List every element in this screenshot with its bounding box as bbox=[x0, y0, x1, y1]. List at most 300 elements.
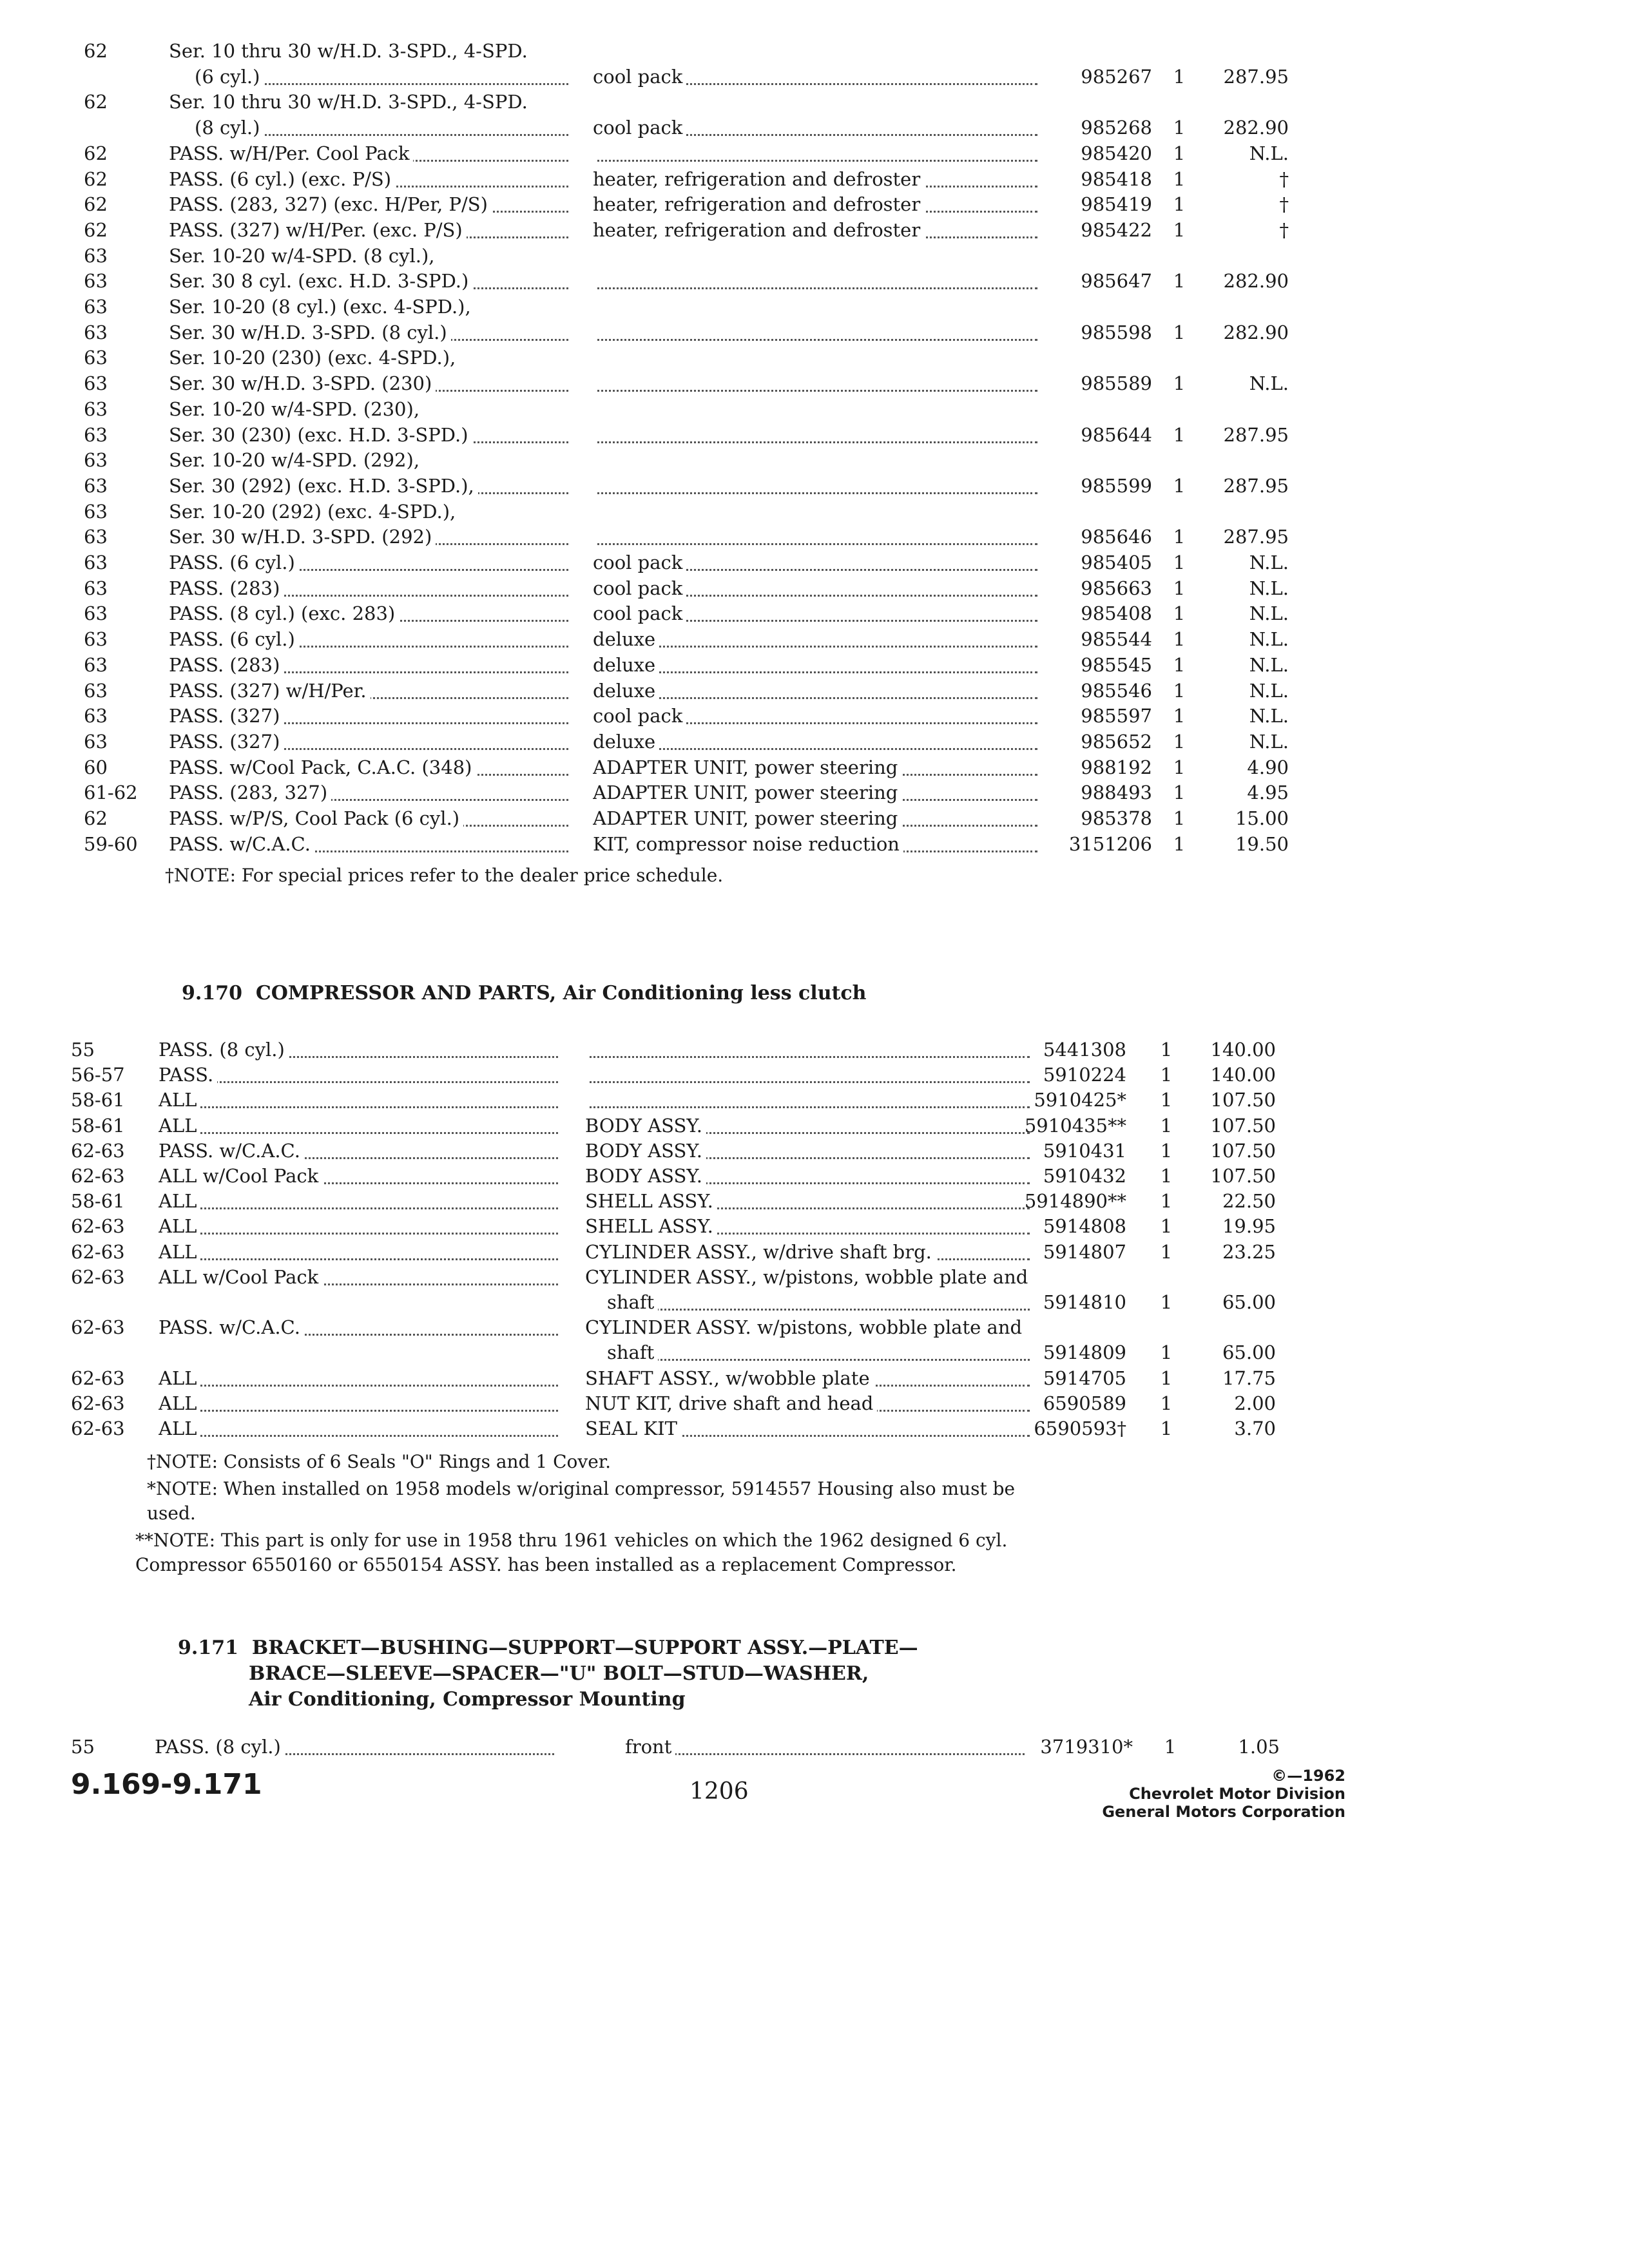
price: 282.90 bbox=[1223, 321, 1289, 343]
model-year: 62-63 bbox=[71, 1418, 125, 1439]
table-row bbox=[0, 1340, 1629, 1366]
part-description bbox=[593, 90, 1037, 114]
part-number: 985652 bbox=[1081, 730, 1152, 753]
part-number: 985589 bbox=[1081, 372, 1152, 395]
part-description: CYLINDER ASSY., w/pistons, wobble plate and bbox=[585, 1265, 1030, 1289]
part-description: deluxe bbox=[593, 678, 1037, 703]
model-application: PASS. (327) bbox=[169, 704, 568, 728]
model-application: Ser. 10-20 w/4-SPD. (8 cyl.), bbox=[169, 244, 568, 268]
model-year: 62 bbox=[84, 40, 108, 62]
part-number: 5910432 bbox=[1043, 1165, 1126, 1187]
quantity: 1 bbox=[1173, 321, 1186, 343]
model-application: (8 cyl.) bbox=[195, 115, 568, 140]
model-application: Ser. 10-20 (292) (exc. 4-SPD.), bbox=[169, 499, 568, 524]
model-application: Ser. 30 (230) (exc. H.D. 3-SPD.) bbox=[169, 423, 568, 447]
quantity: 1 bbox=[1173, 730, 1186, 753]
model-application: Ser. 10-20 (8 cyl.) (exc. 4-SPD.), bbox=[169, 294, 568, 319]
table-row bbox=[0, 141, 1629, 167]
model-application: PASS. (327) w/H/Per. (exc. P/S) bbox=[169, 218, 568, 242]
model-year: 62 bbox=[84, 142, 108, 164]
price: 287.95 bbox=[1223, 526, 1289, 548]
table-row bbox=[0, 320, 1629, 346]
table-row bbox=[0, 269, 1629, 294]
table-row bbox=[0, 192, 1629, 218]
model-year: 58-61 bbox=[71, 1089, 125, 1111]
part-description bbox=[593, 448, 1037, 472]
price: N.L. bbox=[1249, 705, 1289, 727]
table-row bbox=[0, 397, 1629, 423]
price: 19.95 bbox=[1222, 1215, 1276, 1238]
table-row bbox=[0, 474, 1629, 499]
table-row bbox=[0, 704, 1629, 729]
section-9171-title-line1: BRACKET—BUSHING—SUPPORT—SUPPORT ASSY.—PLATE— bbox=[251, 1637, 918, 1659]
model-year: 61-62 bbox=[84, 782, 138, 804]
model-application: ALL bbox=[159, 1240, 558, 1264]
table-row bbox=[0, 244, 1629, 269]
part-number: 5910431 bbox=[1043, 1139, 1126, 1162]
copyright: ©—1962 bbox=[1271, 1767, 1345, 1785]
quantity: 1 bbox=[1160, 1039, 1173, 1061]
quantity: 1 bbox=[1160, 1165, 1173, 1187]
model-year: 63 bbox=[84, 577, 108, 599]
quantity: 1 bbox=[1173, 193, 1186, 216]
section-9170-title: COMPRESSOR AND PARTS, Air Conditioning less clutch bbox=[255, 982, 867, 1004]
model-application: PASS. w/C.A.C. bbox=[159, 1315, 558, 1340]
part-description bbox=[593, 269, 1037, 293]
model-year: 55 bbox=[71, 1736, 95, 1758]
part-number: 985599 bbox=[1081, 474, 1152, 497]
model-year: 60 bbox=[84, 756, 108, 778]
quantity: 1 bbox=[1173, 602, 1186, 625]
price: 22.50 bbox=[1222, 1190, 1276, 1213]
price: N.L. bbox=[1249, 679, 1289, 702]
part-number: 985646 bbox=[1081, 526, 1152, 548]
section-9170-number: 9.170 bbox=[182, 982, 242, 1004]
part-description bbox=[593, 244, 1037, 268]
price: N.L. bbox=[1249, 552, 1289, 573]
part-number: 5914705 bbox=[1043, 1367, 1126, 1389]
table-row bbox=[0, 832, 1629, 858]
part-number: 6590589 bbox=[1043, 1392, 1126, 1414]
model-application: Ser. 10 thru 30 w/H.D. 3-SPD., 4-SPD. bbox=[169, 90, 568, 114]
quantity: 1 bbox=[1173, 577, 1186, 599]
quantity: 1 bbox=[1160, 1392, 1173, 1414]
table-row bbox=[0, 653, 1629, 678]
quantity: 1 bbox=[1173, 679, 1186, 702]
part-number: 985418 bbox=[1081, 168, 1152, 190]
price: 65.00 bbox=[1222, 1291, 1276, 1313]
part-description bbox=[585, 1088, 1030, 1112]
division-name: Chevrolet Motor Division bbox=[1129, 1785, 1345, 1803]
model-year: 63 bbox=[84, 347, 108, 369]
part-description: NUT KIT, drive shaft and head bbox=[585, 1391, 1030, 1416]
part-number: 985405 bbox=[1081, 552, 1152, 573]
model-year: 56-57 bbox=[71, 1064, 125, 1086]
price: 65.00 bbox=[1222, 1341, 1276, 1364]
table-row bbox=[0, 371, 1629, 397]
price: 3.70 bbox=[1234, 1418, 1276, 1439]
model-application: (6 cyl.) bbox=[195, 64, 568, 89]
model-application: PASS. (6 cyl.) (exc. P/S) bbox=[169, 167, 568, 191]
price: 4.90 bbox=[1247, 756, 1289, 778]
model-year: 63 bbox=[84, 679, 108, 702]
part-number: 985545 bbox=[1081, 653, 1152, 676]
table-row bbox=[0, 90, 1629, 115]
part-description bbox=[585, 1062, 1030, 1087]
quantity: 1 bbox=[1173, 270, 1186, 293]
model-year: 62 bbox=[84, 91, 108, 113]
note-double-star: **NOTE: This part is only for use in 1958 thru 1961 vehicles on which the 1962 designed 6 cyl. Compressor 6550160 or 6550154 ASSY. has been installed as a replacement Compressor. bbox=[135, 1530, 1008, 1575]
model-year: 62 bbox=[84, 807, 108, 829]
part-number: 985268 bbox=[1081, 117, 1152, 139]
model-application: ALL bbox=[159, 1366, 558, 1390]
part-description: heater, refrigeration and defroster bbox=[593, 167, 1037, 191]
part-description: shaft bbox=[607, 1290, 1030, 1314]
model-application: PASS. bbox=[159, 1062, 558, 1087]
model-year: 63 bbox=[84, 730, 108, 753]
model-year: 55 bbox=[71, 1039, 95, 1061]
price: 282.90 bbox=[1223, 117, 1289, 139]
quantity: 1 bbox=[1164, 1736, 1177, 1758]
part-description: CYLINDER ASSY., w/drive shaft brg. bbox=[585, 1240, 1030, 1264]
table-row bbox=[0, 1037, 1629, 1063]
quantity: 1 bbox=[1173, 142, 1186, 164]
model-application: Ser. 10-20 w/4-SPD. (292), bbox=[169, 448, 568, 472]
quantity: 1 bbox=[1173, 526, 1186, 548]
model-application: Ser. 30 8 cyl. (exc. H.D. 3-SPD.) bbox=[169, 269, 568, 293]
part-description: deluxe bbox=[593, 627, 1037, 651]
price: 140.00 bbox=[1210, 1039, 1276, 1061]
table-row bbox=[0, 1164, 1629, 1189]
price: † bbox=[1279, 193, 1289, 216]
part-description bbox=[593, 524, 1037, 549]
quantity: 1 bbox=[1160, 1064, 1173, 1086]
model-application: Ser. 30 w/H.D. 3-SPD. (292) bbox=[169, 524, 568, 549]
part-number: 5910425* bbox=[1034, 1089, 1126, 1111]
price: N.L. bbox=[1249, 628, 1289, 651]
model-year: 62 bbox=[84, 168, 108, 190]
model-application: PASS. (6 cyl.) bbox=[169, 627, 568, 651]
part-description: ADAPTER UNIT, power steering bbox=[593, 780, 1037, 805]
model-application: PASS. (8 cyl.) bbox=[159, 1037, 558, 1062]
table-row bbox=[0, 499, 1629, 525]
model-application: ALL w/Cool Pack bbox=[159, 1265, 558, 1289]
part-number: 985408 bbox=[1081, 602, 1152, 625]
price: 140.00 bbox=[1210, 1064, 1276, 1086]
quantity: 1 bbox=[1173, 628, 1186, 651]
quantity: 1 bbox=[1173, 65, 1186, 88]
model-application bbox=[159, 1340, 558, 1365]
model-year: 62-63 bbox=[71, 1265, 125, 1288]
model-application: PASS. (6 cyl.) bbox=[169, 550, 568, 575]
model-year: 58-61 bbox=[71, 1114, 125, 1137]
quantity: 1 bbox=[1173, 756, 1186, 778]
part-description bbox=[593, 345, 1037, 370]
model-year: 63 bbox=[84, 602, 108, 625]
price: 107.50 bbox=[1210, 1089, 1276, 1111]
part-number: 988192 bbox=[1081, 756, 1152, 778]
part-description: front bbox=[625, 1735, 1025, 1759]
part-description: heater, refrigeration and defroster bbox=[593, 218, 1037, 242]
model-year: 63 bbox=[84, 270, 108, 293]
model-year: 62 bbox=[84, 193, 108, 216]
model-application: PASS. (327) bbox=[169, 729, 568, 754]
model-application: ALL bbox=[159, 1088, 558, 1112]
part-number: 5914809 bbox=[1043, 1341, 1126, 1364]
model-year: 59-60 bbox=[84, 832, 138, 855]
model-year: 63 bbox=[84, 296, 108, 318]
part-description bbox=[593, 397, 1037, 421]
part-description bbox=[593, 371, 1037, 396]
model-year: 63 bbox=[84, 474, 108, 497]
price: 287.95 bbox=[1223, 474, 1289, 497]
footer-copyright-block bbox=[1102, 1767, 1345, 1821]
part-number: 985422 bbox=[1081, 218, 1152, 241]
price: 107.50 bbox=[1210, 1114, 1276, 1137]
part-number: 985546 bbox=[1081, 679, 1152, 702]
price: N.L. bbox=[1249, 577, 1289, 599]
part-description: SHAFT ASSY., w/wobble plate bbox=[585, 1366, 1030, 1390]
table-row bbox=[0, 627, 1629, 653]
footer-section-range: 9.169-9.171 bbox=[71, 1768, 262, 1801]
quantity: 1 bbox=[1160, 1139, 1173, 1162]
table-row bbox=[0, 1088, 1629, 1113]
part-description bbox=[593, 294, 1037, 319]
part-description: cool pack bbox=[593, 64, 1037, 89]
price: N.L. bbox=[1249, 602, 1289, 625]
model-year: 63 bbox=[84, 526, 108, 548]
table-row bbox=[0, 601, 1629, 627]
part-description: cool pack bbox=[593, 550, 1037, 575]
model-year: 63 bbox=[84, 398, 108, 420]
table-row bbox=[0, 218, 1629, 244]
table1-note: †NOTE: For special prices refer to the dealer price schedule. bbox=[165, 865, 724, 886]
part-description: cool pack bbox=[593, 704, 1037, 728]
table-row bbox=[0, 1139, 1629, 1164]
part-description: deluxe bbox=[593, 653, 1037, 677]
table-row bbox=[0, 1189, 1629, 1215]
model-application: Ser. 30 (292) (exc. H.D. 3-SPD.), bbox=[169, 474, 568, 498]
price: N.L. bbox=[1249, 730, 1289, 753]
model-year: 63 bbox=[84, 449, 108, 472]
part-description bbox=[593, 474, 1037, 498]
model-application: ALL bbox=[159, 1189, 558, 1213]
model-application: ALL w/Cool Pack bbox=[159, 1164, 558, 1188]
quantity: 1 bbox=[1173, 653, 1186, 676]
part-description: cool pack bbox=[593, 115, 1037, 140]
part-description: CYLINDER ASSY. w/pistons, wobble plate and bbox=[585, 1315, 1030, 1340]
model-application: PASS. (283, 327) bbox=[169, 780, 568, 805]
part-number: 985420 bbox=[1081, 142, 1152, 164]
table-row bbox=[0, 167, 1629, 193]
part-number: 988493 bbox=[1081, 782, 1152, 804]
quantity: 1 bbox=[1173, 705, 1186, 727]
model-year: 63 bbox=[84, 244, 108, 267]
part-description: SEAL KIT bbox=[585, 1416, 1030, 1441]
model-application: PASS. w/P/S, Cool Pack (6 cyl.) bbox=[169, 806, 568, 831]
table-row bbox=[0, 1315, 1629, 1341]
quantity: 1 bbox=[1160, 1418, 1173, 1439]
quantity: 1 bbox=[1173, 423, 1186, 446]
part-number: 985267 bbox=[1081, 65, 1152, 88]
corporation-name: General Motors Corporation bbox=[1102, 1803, 1345, 1821]
quantity: 1 bbox=[1173, 832, 1186, 855]
table-row bbox=[0, 1416, 1629, 1442]
table-row bbox=[0, 524, 1629, 550]
part-number: 3151206 bbox=[1068, 832, 1152, 855]
price: † bbox=[1279, 168, 1289, 190]
model-year: 62-63 bbox=[71, 1165, 125, 1187]
price: 4.95 bbox=[1247, 782, 1289, 804]
model-year: 62 bbox=[84, 218, 108, 241]
price: 15.00 bbox=[1235, 807, 1289, 829]
part-description: BODY ASSY. bbox=[585, 1139, 1030, 1163]
price: 17.75 bbox=[1222, 1367, 1276, 1389]
table-row bbox=[0, 423, 1629, 448]
model-year: 63 bbox=[84, 423, 108, 446]
price: N.L. bbox=[1249, 372, 1289, 395]
part-number: 5441308 bbox=[1043, 1039, 1126, 1061]
quantity: 1 bbox=[1160, 1215, 1173, 1238]
part-description: SHELL ASSY. bbox=[585, 1189, 1030, 1213]
model-application: Ser. 30 w/H.D. 3-SPD. (230) bbox=[169, 371, 568, 396]
section-9171-title-line3: Air Conditioning, Compressor Mounting bbox=[249, 1688, 686, 1711]
table-row bbox=[0, 755, 1629, 781]
table-row bbox=[0, 1062, 1629, 1088]
model-year: 63 bbox=[84, 552, 108, 573]
part-description bbox=[593, 39, 1037, 63]
quantity: 1 bbox=[1160, 1367, 1173, 1389]
part-description: ADAPTER UNIT, power steering bbox=[593, 806, 1037, 831]
model-year: 62-63 bbox=[71, 1240, 125, 1263]
part-description: ADAPTER UNIT, power steering bbox=[593, 755, 1037, 780]
price: † bbox=[1279, 218, 1289, 241]
table-row bbox=[0, 448, 1629, 474]
part-description bbox=[593, 499, 1037, 524]
table-row bbox=[0, 1240, 1629, 1265]
part-description: KIT, compressor noise reduction bbox=[593, 832, 1037, 856]
model-year: 63 bbox=[84, 653, 108, 676]
part-description: SHELL ASSY. bbox=[585, 1214, 1030, 1238]
part-description: deluxe bbox=[593, 729, 1037, 754]
part-number: 6590593† bbox=[1034, 1418, 1126, 1439]
model-year: 62-63 bbox=[71, 1392, 125, 1414]
model-application: PASS. (283) bbox=[169, 653, 568, 677]
price: N.L. bbox=[1249, 653, 1289, 676]
part-number: 985544 bbox=[1081, 628, 1152, 651]
model-application: PASS. w/H/Per. Cool Pack bbox=[169, 141, 568, 166]
price: 107.50 bbox=[1210, 1139, 1276, 1162]
section-9171-number: 9.171 bbox=[178, 1637, 238, 1659]
model-application: PASS. (283, 327) (exc. H/Per, P/S) bbox=[169, 192, 568, 216]
quantity: 1 bbox=[1173, 552, 1186, 573]
table-row bbox=[0, 1113, 1629, 1139]
part-description: BODY ASSY. bbox=[585, 1164, 1030, 1188]
section-9171-title-line2: BRACE—SLEEVE—SPACER—"U" BOLT—STUD—WASHER, bbox=[249, 1662, 869, 1685]
part-description: heater, refrigeration and defroster bbox=[593, 192, 1037, 216]
table-row bbox=[0, 1735, 1629, 1760]
table-row bbox=[0, 1265, 1629, 1291]
model-application: PASS. w/C.A.C. bbox=[159, 1139, 558, 1163]
model-application: Ser. 10-20 w/4-SPD. (230), bbox=[169, 397, 568, 421]
part-number: 3719310* bbox=[1040, 1736, 1133, 1758]
model-application: ALL bbox=[159, 1416, 558, 1441]
model-application: PASS. (283) bbox=[169, 576, 568, 601]
quantity: 1 bbox=[1173, 372, 1186, 395]
quantity: 1 bbox=[1173, 168, 1186, 190]
part-number: 5910224 bbox=[1043, 1064, 1126, 1086]
price: 23.25 bbox=[1222, 1240, 1276, 1263]
model-application: PASS. (327) w/H/Per. bbox=[169, 678, 568, 703]
part-number: 985644 bbox=[1081, 423, 1152, 446]
model-year: 62-63 bbox=[71, 1316, 125, 1339]
quantity: 1 bbox=[1173, 474, 1186, 497]
quantity: 1 bbox=[1160, 1240, 1173, 1263]
model-year: 62-63 bbox=[71, 1215, 125, 1238]
price: 1.05 bbox=[1238, 1736, 1280, 1758]
part-description bbox=[593, 423, 1037, 447]
quantity: 1 bbox=[1173, 782, 1186, 804]
model-application: ALL bbox=[159, 1391, 558, 1416]
part-number: 985598 bbox=[1081, 321, 1152, 343]
table-row bbox=[0, 806, 1629, 832]
part-description bbox=[593, 141, 1037, 166]
table-row bbox=[0, 576, 1629, 602]
price: 107.50 bbox=[1210, 1165, 1276, 1187]
price: 287.95 bbox=[1223, 423, 1289, 446]
model-application: ALL bbox=[159, 1113, 558, 1138]
part-number: 5914810 bbox=[1043, 1291, 1126, 1313]
part-number: 5914890** bbox=[1024, 1190, 1126, 1213]
quantity: 1 bbox=[1160, 1114, 1173, 1137]
part-number: 5914808 bbox=[1043, 1215, 1126, 1238]
model-application: PASS. w/C.A.C. bbox=[169, 832, 568, 856]
part-number: 985378 bbox=[1081, 807, 1152, 829]
model-application: PASS. (8 cyl.) (exc. 283) bbox=[169, 601, 568, 626]
model-year: 63 bbox=[84, 705, 108, 727]
part-description: shaft bbox=[607, 1340, 1030, 1365]
price: 287.95 bbox=[1223, 65, 1289, 88]
table-row bbox=[0, 729, 1629, 755]
model-application: ALL bbox=[159, 1214, 558, 1238]
table-row bbox=[0, 345, 1629, 371]
quantity: 1 bbox=[1173, 218, 1186, 241]
price: 19.50 bbox=[1235, 832, 1289, 855]
table-row bbox=[0, 550, 1629, 576]
quantity: 1 bbox=[1160, 1089, 1173, 1111]
model-application: Ser. 30 w/H.D. 3-SPD. (8 cyl.) bbox=[169, 320, 568, 345]
model-application: Ser. 10-20 (230) (exc. 4-SPD.), bbox=[169, 345, 568, 370]
model-application bbox=[159, 1290, 558, 1314]
model-application: Ser. 10 thru 30 w/H.D. 3-SPD., 4-SPD. bbox=[169, 39, 568, 63]
quantity: 1 bbox=[1173, 807, 1186, 829]
part-number: 5910435** bbox=[1024, 1114, 1126, 1137]
model-application: PASS. (8 cyl.) bbox=[155, 1735, 554, 1759]
section-9171-heading bbox=[178, 1635, 918, 1713]
price: 282.90 bbox=[1223, 270, 1289, 293]
price: N.L. bbox=[1249, 142, 1289, 164]
note-dagger: †NOTE: Consists of 6 Seals "O" Rings and 1 Cover. bbox=[147, 1451, 611, 1472]
price: 2.00 bbox=[1234, 1392, 1276, 1414]
part-description bbox=[585, 1037, 1030, 1062]
part-description bbox=[593, 320, 1037, 345]
model-year: 62-63 bbox=[71, 1139, 125, 1162]
model-year: 63 bbox=[84, 628, 108, 651]
model-year: 62-63 bbox=[71, 1367, 125, 1389]
note-star: *NOTE: When installed on 1958 models w/original compressor, 5914557 Housing also must be used. bbox=[147, 1478, 1016, 1524]
table-row bbox=[0, 1290, 1629, 1316]
table-row bbox=[0, 1214, 1629, 1240]
